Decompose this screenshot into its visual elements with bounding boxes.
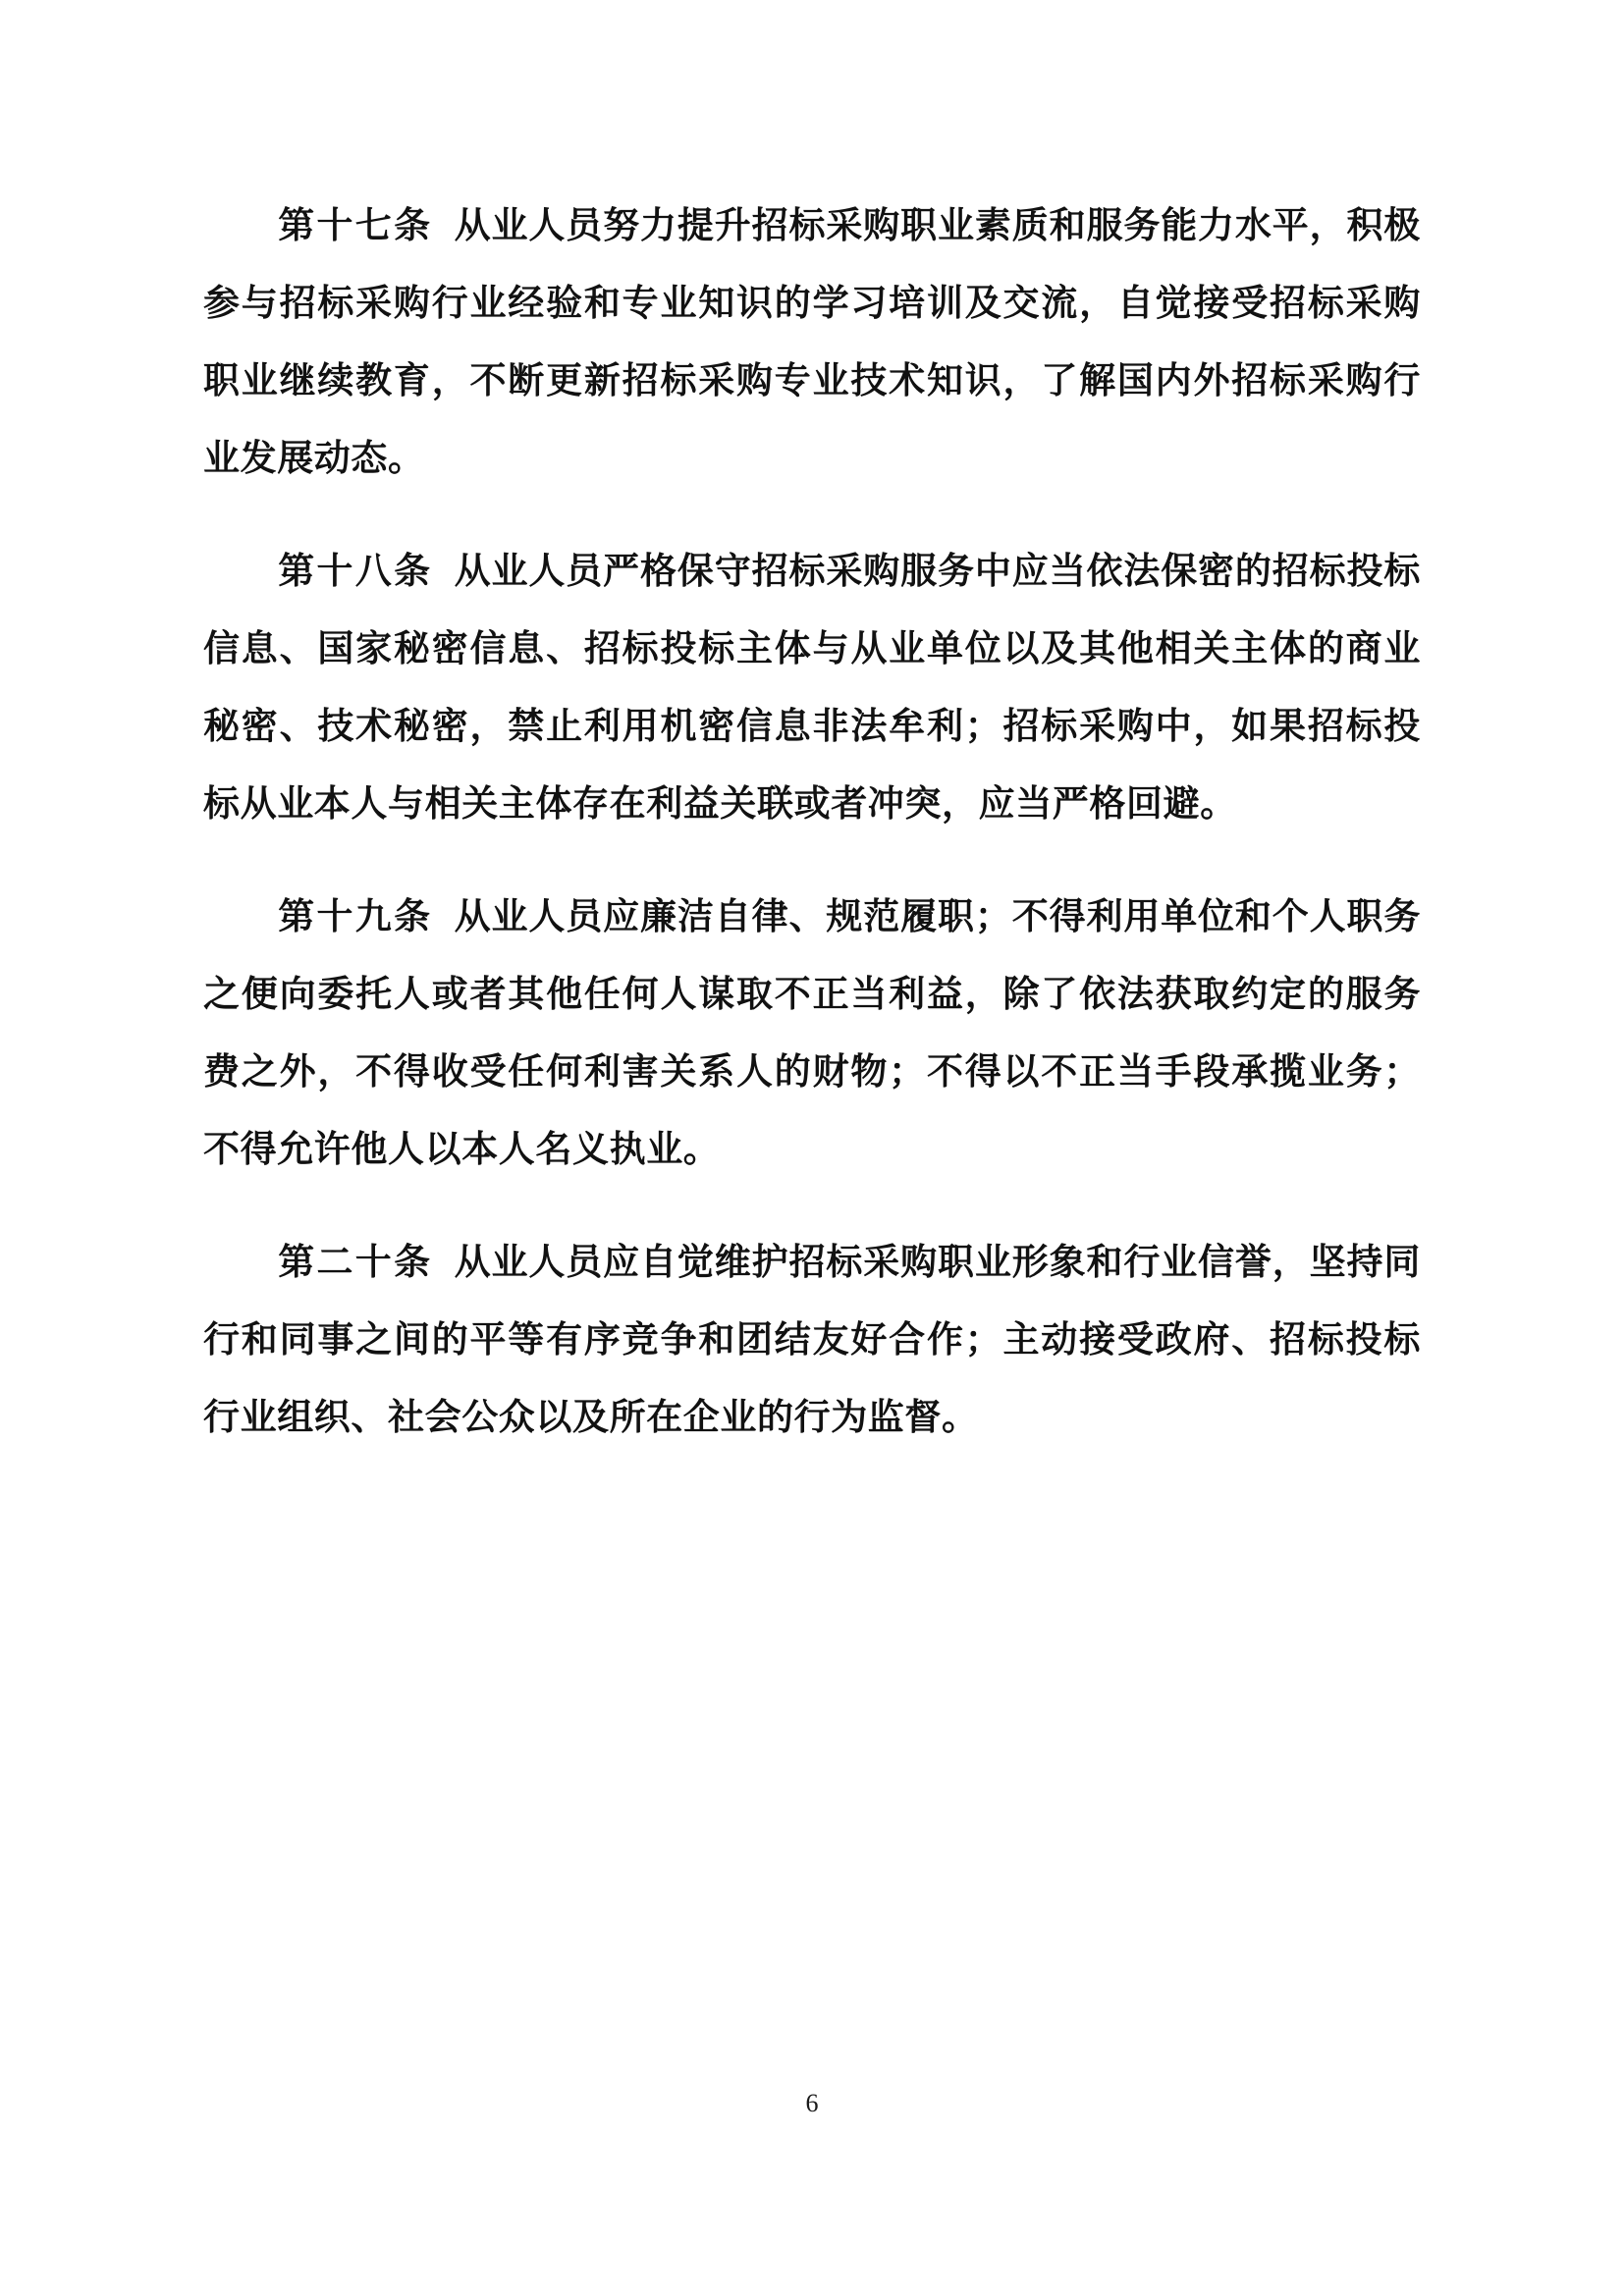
article-text-17: 从业人员努力提升招标采购职业素质和服务能力水平，积极参与招标采购行业经验和专业知识的学习培训及交流，自觉接受招标采购职业继续教育，不断更新招标采购专业技术知识，了解国内外招标采购行业发展动态。 [203,205,1422,478]
document-body [203,187,1421,1485]
article-text-18: 从业人员严格保守招标采购服务中应当依法保密的招标投标信息、国家秘密信息、招标投标主体与从业单位以及其他相关主体的商业秘密、技术秘密，禁止利用机密信息非法牟利；招标采购中，如果招标投标从业本人与相关主体存在利益关联或者冲突，应当严格回避。 [203,551,1422,824]
article-paragraph-17 [203,187,1421,497]
page-number: 6 [805,2089,819,2117]
article-number-20: 第二十条 [278,1242,433,1282]
article-paragraph-19 [203,878,1421,1188]
article-paragraph-20 [203,1223,1421,1456]
article-number-17: 第十七条 [278,205,433,245]
article-number-19: 第十九条 [278,896,433,936]
article-paragraph-18 [203,532,1421,842]
article-number-18: 第十八条 [278,551,433,591]
article-text-20: 从业人员应自觉维护招标采购职业形象和行业信誉，坚持同行和同事之间的平等有序竞争和团结友好合作；主动接受政府、招标投标行业组织、社会公众以及所在企业的行为监督。 [203,1242,1422,1437]
article-text-19: 从业人员应廉洁自律、规范履职；不得利用单位和个人职务之便向委托人或者其他任何人谋取不正当利益，除了依法获取约定的服务费之外，不得收受任何利害关系人的财物；不得以不正当手段承揽业务；不得允许他人以本人名义执业。 [203,896,1422,1169]
